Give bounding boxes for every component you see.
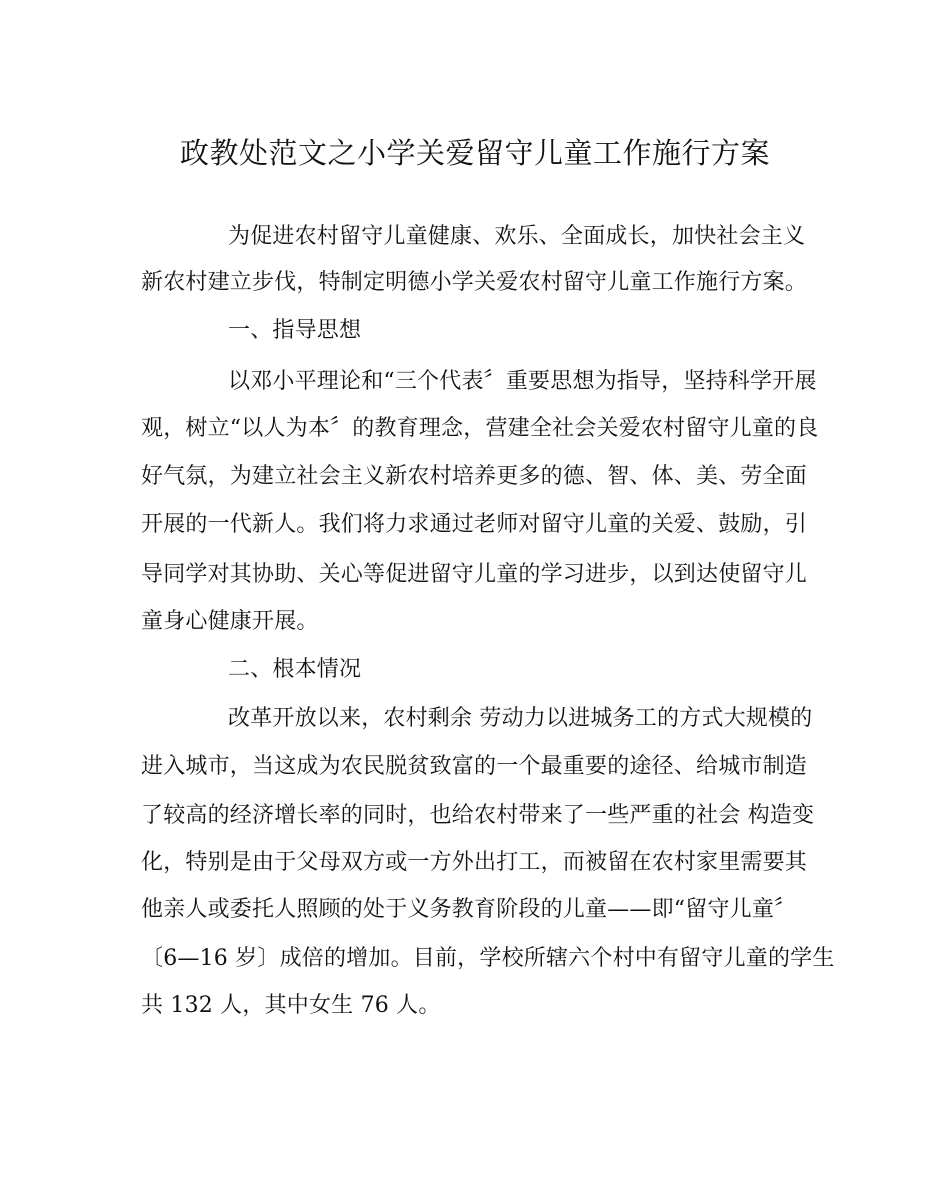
paragraph-line: 开展的一代新人。我们将力求通过老师对留守儿童的关爱、鼓励，引 — [141, 512, 808, 537]
paragraph-line: 以邓小平理论和“三个代表〞重要思想为指导，坚持科学开展 — [228, 369, 817, 394]
section-heading: 一、指导思想 — [228, 318, 362, 343]
paragraph-line: 共 132 人，其中女生 76 人。 — [141, 993, 441, 1018]
paragraph-line: 改革开放以来，农村剩余 劳动力以进城务工的方式大规模的 — [228, 706, 813, 731]
paragraph-line: 进入城市，当这成为农民脱贫致富的一个最重要的途径、给城市制造 — [141, 754, 808, 779]
paragraph-line: 他亲人或委托人照顾的处于义务教育阶段的儿童——即“留守儿童〞 — [141, 897, 797, 922]
paragraph-line: 导同学对其协助、关心等促进留守儿童的学习进步，以到达使留守儿 — [141, 562, 808, 587]
section-heading: 二、根本情况 — [228, 657, 362, 682]
paragraph-line: 为促进农村留守儿童健康、欢乐、全面成长，加快社会主义 — [228, 224, 806, 249]
paragraph-line: 观，树立“以人为本〞的教育理念，营建全社会关爱农村留守儿童的良 — [141, 416, 819, 441]
paragraph-line: 了较高的经济增长率的同时，也给农村带来了一些严重的社会 构造变 — [141, 803, 815, 828]
paragraph-line: 〔6—16 岁〕成倍的增加。目前，学校所辖六个村中有留守儿童的学生 — [141, 946, 835, 971]
paragraph-line: 好气氛，为建立社会主义新农村培养更多的德、智、体、美、劳全面 — [141, 464, 808, 489]
paragraph-line: 新农村建立步伐，特制定明德小学关爱农村留守儿童工作施行方案。 — [141, 270, 808, 295]
paragraph-line: 化，特别是由于父母双方或一方外出打工，而被留在农村家里需要其 — [141, 850, 808, 875]
document-title: 政教处范文之小学关爱留守儿童工作施行方案 — [179, 136, 770, 170]
paragraph-line: 童身心健康开展。 — [141, 609, 319, 634]
